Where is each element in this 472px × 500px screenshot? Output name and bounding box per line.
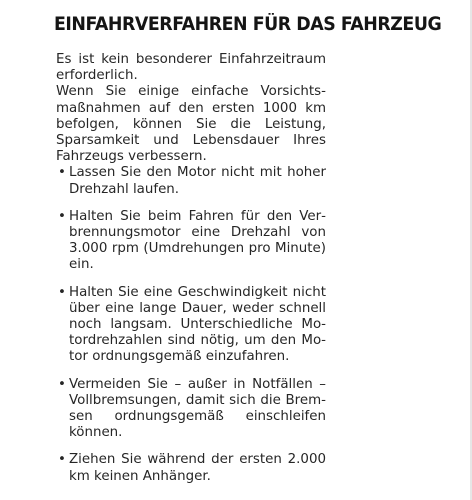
list-item: • Lassen Sie den Motor nicht mit hoher Drehzahl laufen. <box>56 165 326 197</box>
intro-paragraph-2: Wenn Sie einige einfache Vorsichtsmaßnahmen auf den ersten 1000 km befolgen, können Sie die Leistung, Sparsamkeit und Lebensdauer Ihres Fahrzeugs verbessern. <box>56 84 326 165</box>
list-item: • Halten Sie eine Geschwindigkeit nicht über eine lange Dauer, weder schnell noch langsam. Unterschiedliche Motordrehzahlen sind nötig, um den Motor ordnungsgemäß einzufahren. <box>56 285 326 366</box>
list-item: • Halten Sie beim Fahren für den Verbrennungsmotor eine Drehzahl von 3.000 rpm (Umdrehungen pro Minute) ein. <box>56 209 326 274</box>
intro-paragraph-1: Es ist kein besonderer Einfahrzeitraum erforderlich. <box>56 52 326 84</box>
list-item: • Vermeiden Sie – außer in Notfällen – Vollbremsungen, damit sich die Bremsen ordnungsgemäß einschleifen können. <box>56 377 326 442</box>
list-item: • Ziehen Sie während der ersten 2.000 km keinen Anhänger. <box>56 452 326 484</box>
section-heading: EINFAHRVERFAHREN FÜR DAS FAHRZEUG <box>54 14 442 35</box>
precaution-list <box>56 165 326 484</box>
section-body <box>56 52 326 485</box>
